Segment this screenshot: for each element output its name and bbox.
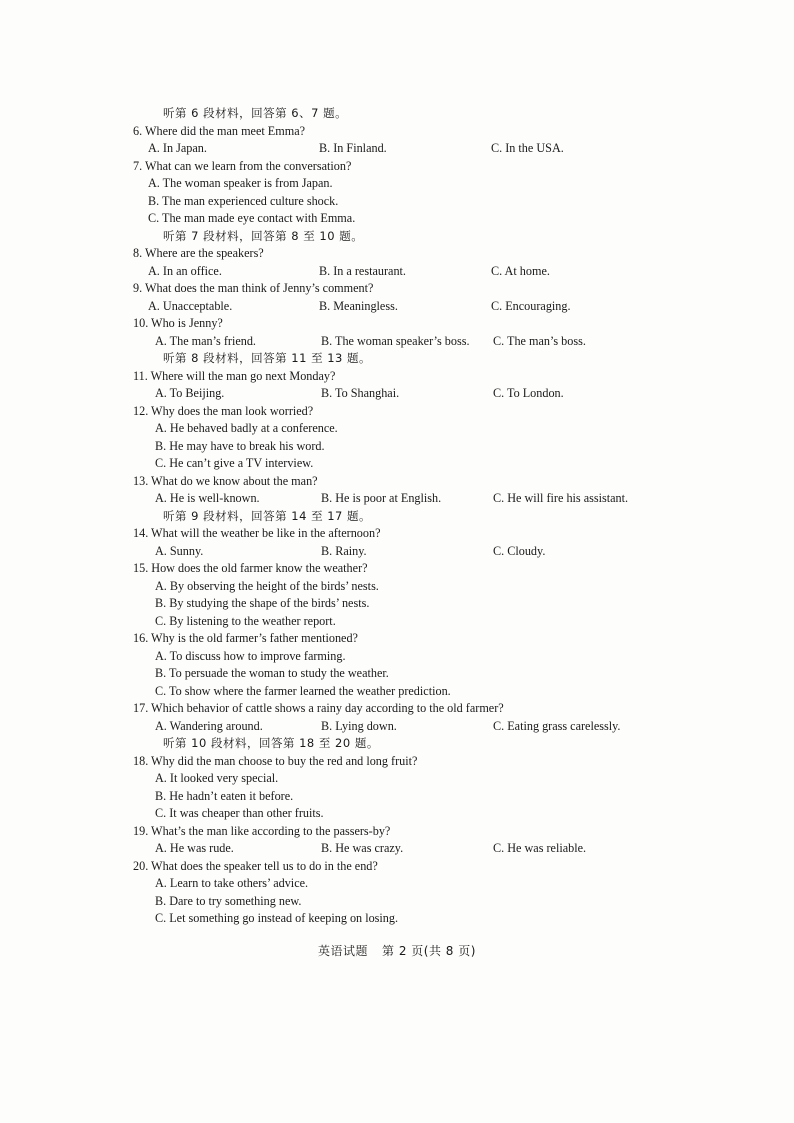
option-b: B. To Shanghai. xyxy=(321,386,400,400)
section-header-10: 听第 10 段材料，回答第 18 至 20 题。 xyxy=(163,736,379,750)
option-b: B. By studying the shape of the birds’ nests. xyxy=(155,596,370,610)
question-stem: 15. How does the old farmer know the weather? xyxy=(133,561,368,575)
option-c: C. The man’s boss. xyxy=(493,333,586,348)
question-stem: 14. What will the weather be like in the afternoon? xyxy=(133,526,381,540)
question-stem: 19. What’s the man like according to the passers-by? xyxy=(133,823,391,838)
options-row xyxy=(133,490,673,508)
option-c: C. It was cheaper than other fruits. xyxy=(155,806,324,820)
option-c: C. To show where the farmer learned the weather prediction. xyxy=(155,683,451,698)
question-stem: 9. What does the man think of Jenny’s comment? xyxy=(133,281,374,295)
option-c: C. Cloudy. xyxy=(493,543,546,558)
options-column xyxy=(133,875,673,928)
listening-section xyxy=(133,105,673,928)
question-stem: 8. Where are the speakers? xyxy=(133,246,264,260)
question-8 xyxy=(133,245,673,280)
question-6 xyxy=(133,123,673,158)
options-column xyxy=(133,648,673,701)
option-c: C. Let something go instead of keeping on losing. xyxy=(155,911,399,925)
section-header-8: 听第 8 段材料，回答第 11 至 13 题。 xyxy=(163,351,372,365)
question-stem: 12. Why does the man look worried? xyxy=(133,403,314,418)
options-column xyxy=(133,578,673,631)
option-a: A. He is well-known. xyxy=(155,491,260,505)
question-17 xyxy=(133,700,673,735)
options-row xyxy=(133,385,673,403)
question-stem: 7. What can we learn from the conversation? xyxy=(133,158,352,173)
question-14 xyxy=(133,525,673,560)
option-c: C. To London. xyxy=(493,386,564,400)
option-a: A. To Beijing. xyxy=(155,386,225,400)
option-c: C. The man made eye contact with Emma. xyxy=(148,211,356,225)
footer-subject: 英语试题 xyxy=(318,944,369,958)
options-row xyxy=(133,333,673,351)
options-row xyxy=(133,543,673,561)
question-16 xyxy=(133,630,673,700)
section-header-6: 听第 6 段材料，回答第 6、7 题。 xyxy=(163,106,348,120)
options-row xyxy=(133,718,673,736)
options-row xyxy=(133,298,673,316)
question-stem: 18. Why did the man choose to buy the red and long fruit? xyxy=(133,753,418,768)
option-a: A. Wandering around. xyxy=(155,718,263,733)
option-b: B. To persuade the woman to study the weather. xyxy=(155,666,389,680)
option-a: A. To discuss how to improve farming. xyxy=(155,648,346,663)
option-b: B. The man experienced culture shock. xyxy=(148,193,339,208)
section-header-7: 听第 7 段材料，回答第 8 至 10 题。 xyxy=(163,228,364,243)
option-a: A. The woman speaker is from Japan. xyxy=(148,176,333,190)
options-column xyxy=(133,770,673,823)
option-b: B. In Finland. xyxy=(319,141,387,155)
question-11 xyxy=(133,368,673,403)
question-19 xyxy=(133,823,673,858)
option-a: A. By observing the height of the birds’ nests. xyxy=(155,578,379,593)
option-b: B. He hadn’t eaten it before. xyxy=(155,788,294,803)
option-a: A. The man’s friend. xyxy=(155,333,256,348)
option-b: B. Meaningless. xyxy=(319,298,398,313)
options-row xyxy=(133,840,673,858)
question-20 xyxy=(133,858,673,928)
page-footer xyxy=(0,942,794,959)
options-column xyxy=(133,175,673,228)
option-a: A. Learn to take others’ advice. xyxy=(155,876,309,890)
question-stem: 16. Why is the old farmer’s father mentioned? xyxy=(133,631,358,645)
question-10 xyxy=(133,315,673,350)
option-b: B. Dare to try something new. xyxy=(155,893,302,908)
option-b: B. He may have to break his word. xyxy=(155,438,325,453)
option-b: B. He was crazy. xyxy=(321,841,404,855)
option-b: B. The woman speaker’s boss. xyxy=(321,333,470,348)
option-a: A. In Japan. xyxy=(148,141,207,155)
question-stem: 20. What does the speaker tell us to do in the end? xyxy=(133,858,378,873)
question-stem: 13. What do we know about the man? xyxy=(133,473,318,488)
option-c: C. He will fire his assistant. xyxy=(493,491,629,505)
option-a: A. It looked very special. xyxy=(155,771,279,785)
question-stem: 10. Who is Jenny? xyxy=(133,316,223,330)
option-a: A. Sunny. xyxy=(155,543,204,558)
option-c: C. By listening to the weather report. xyxy=(155,613,336,628)
option-b: B. Lying down. xyxy=(321,718,397,733)
question-stem: 17. Which behavior of cattle shows a rainy day according to the old farmer? xyxy=(133,701,504,715)
option-b: B. In a restaurant. xyxy=(319,263,406,278)
option-a: A. He was rude. xyxy=(155,841,234,855)
option-a: A. Unacceptable. xyxy=(148,298,233,313)
question-12 xyxy=(133,403,673,473)
option-c: C. Encouraging. xyxy=(491,298,571,313)
question-stem: 6. Where did the man meet Emma? xyxy=(133,123,306,138)
footer-page-number: 第 2 页(共 8 页) xyxy=(382,944,476,958)
option-c: C. In the USA. xyxy=(491,141,564,155)
question-13 xyxy=(133,473,673,508)
option-b: B. Rainy. xyxy=(321,543,367,558)
section-header-9: 听第 9 段材料，回答第 14 至 17 题。 xyxy=(163,508,372,523)
question-18 xyxy=(133,753,673,823)
question-stem: 11. Where will the man go next Monday? xyxy=(133,368,336,383)
option-c: C. At home. xyxy=(491,263,550,278)
option-a: A. He behaved badly at a conference. xyxy=(155,421,338,435)
options-row xyxy=(133,140,673,158)
options-row xyxy=(133,263,673,281)
option-c: C. He was reliable. xyxy=(493,841,587,855)
option-b: B. He is poor at English. xyxy=(321,491,442,505)
option-c: C. He can’t give a TV interview. xyxy=(155,456,314,470)
option-c: C. Eating grass carelessly. xyxy=(493,718,621,733)
options-column xyxy=(133,420,673,473)
question-7 xyxy=(133,158,673,228)
question-15 xyxy=(133,560,673,630)
option-a: A. In an office. xyxy=(148,263,222,278)
question-9 xyxy=(133,280,673,315)
